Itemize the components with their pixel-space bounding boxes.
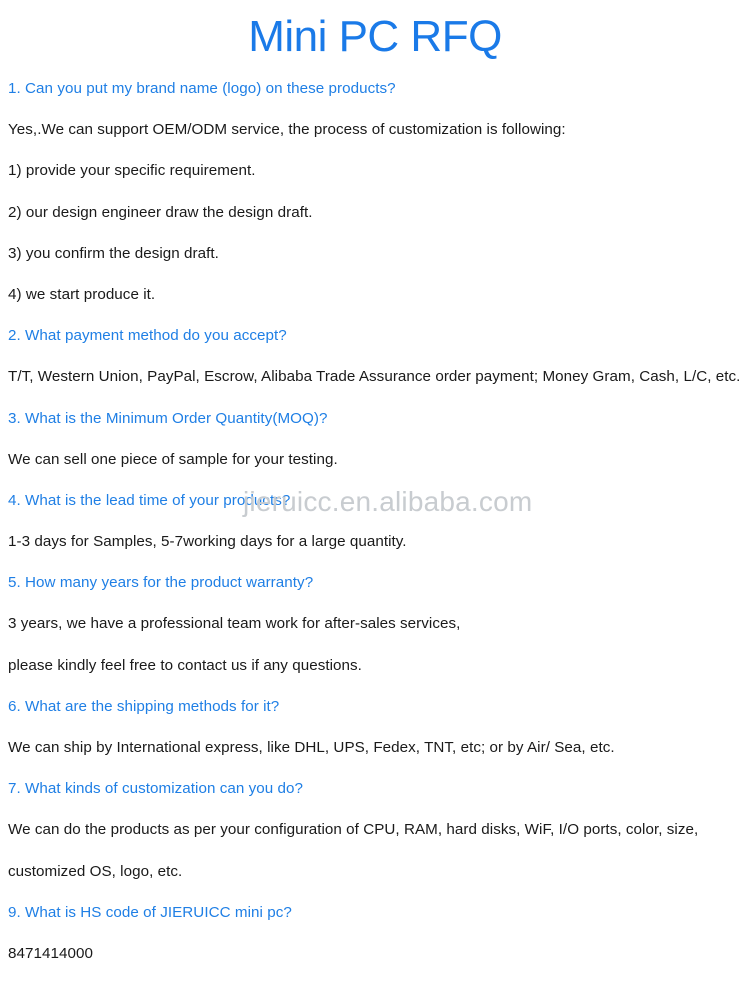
faq-question: 3. What is the Minimum Order Quantity(MOQ)? [8,409,328,427]
faq-answer: We can ship by International express, like DHL, UPS, Fedex, TNT, etc; or by Air/ Sea, etc. [8,739,615,756]
faq-answer: T/T, Western Union, PayPal, Escrow, Alibaba Trade Assurance order payment; Money Gram, Cash, L/C, etc. [8,368,741,386]
faq-answer: 1-3 days for Samples, 5-7working days for a large quantity. [8,533,407,551]
faq-answer: customized OS, logo, etc. [8,862,183,880]
faq-answer: 3) you confirm the design draft. [8,244,219,262]
faq-question: 1. Can you put my brand name (logo) on these products? [8,80,396,97]
faq-question: 6. What are the shipping methods for it? [8,697,280,715]
faq-question: 7. What kinds of customization can you do? [8,780,304,798]
faq-answer: We can do the products as per your configuration of CPU, RAM, hard disks, WiF, I/O ports, color, size, [8,821,699,839]
page-title: Mini PC RFQ [248,12,502,61]
faq-question: 4. What is the lead time of your products? [8,491,291,509]
faq-answer: please kindly feel free to contact us if any questions. [8,656,362,674]
watermark-text: jieruicc.en.alibaba.com [243,486,533,517]
faq-answer: Yes,.We can support OEM/ODM service, the process of customization is following: [8,121,566,139]
faq-answer: 8471414000 [8,944,93,962]
faq-content-list [8,76,746,982]
faq-question: 5. How many years for the product warranty? [8,574,314,592]
faq-answer: 4) we start produce it. [8,285,156,303]
faq-answer: 3 years, we have a professional team work for after-sales services, [8,615,461,633]
faq-answer: We can sell one piece of sample for your testing. [8,450,338,468]
faq-question: 9. What is HS code of JIERUICC mini pc? [8,903,292,921]
faq-answer: 2) our design engineer draw the design draft. [8,203,313,221]
faq-answer: 1) provide your specific requirement. [8,162,256,180]
faq-question: 2. What payment method do you accept? [8,327,287,345]
